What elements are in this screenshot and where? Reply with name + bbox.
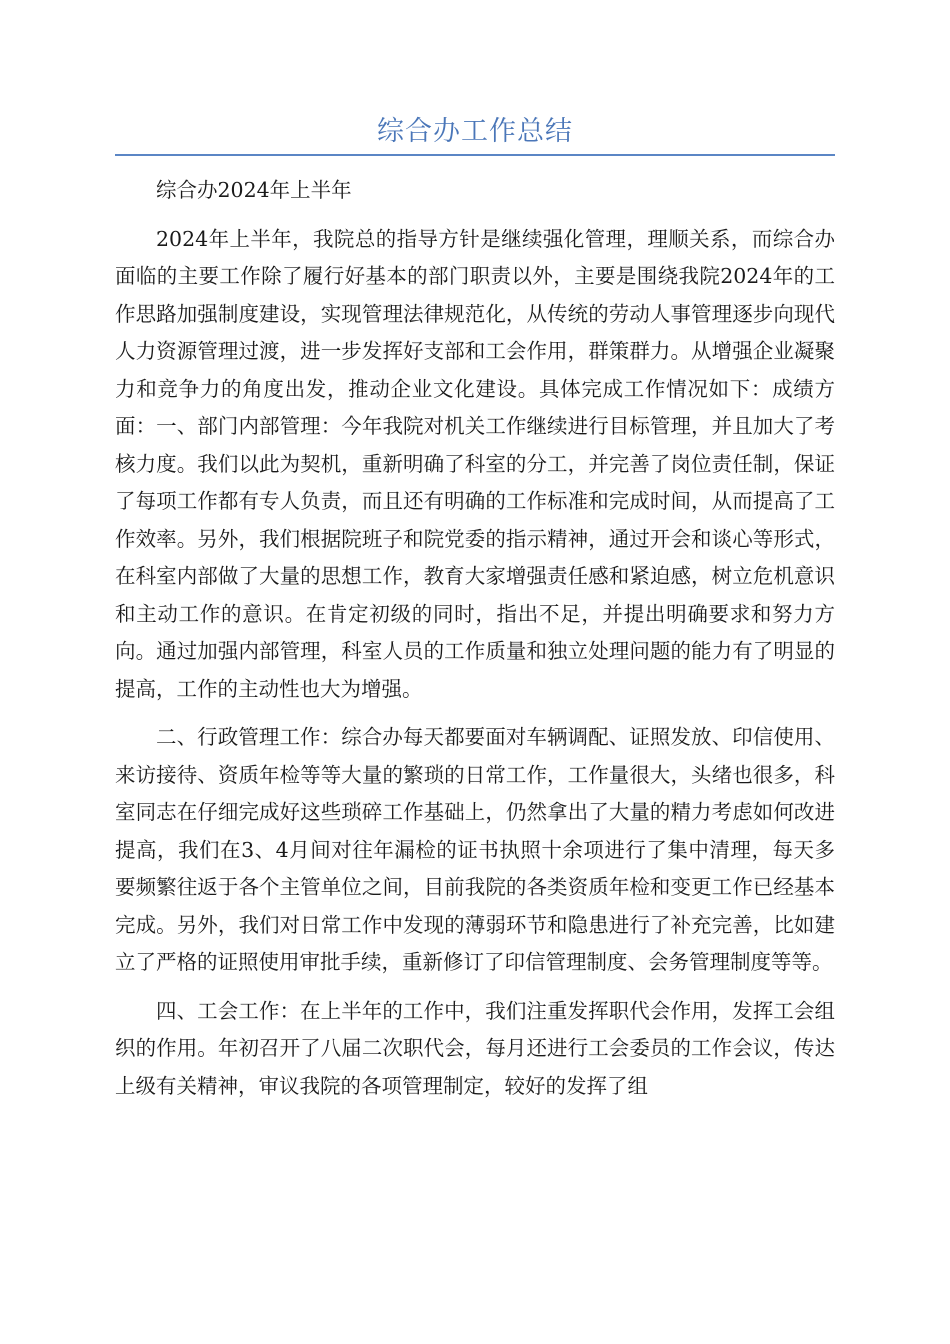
document-title: 综合办工作总结: [377, 116, 573, 147]
paragraph: 四、工会工作：在上半年的工作中，我们注重发挥职代会作用，发挥工会组织的作用。年初召开了八届二次职代会，每月还进行工会委员的工作会议，传达上级有关精神，审议我院的各项管理制定，较好的发挥了组: [115, 998, 835, 1098]
paragraph: 2024年上半年，我院总的指导方针是继续强化管理，理顺关系，而综合办面临的主要工作除了履行好基本的部门职责以外，主要是围绕我院2024年的工作思路加强制度建设，实现管理法律规范化，从传统的劳动人事管理逐步向现代人力资源管理过渡，进一步发挥好支部和工会作用，群策群力。从增强企业凝聚力和竞争力的角度出发，推动企业文化建设。具体完成工作情况如下：成绩方面：一、部门内部管理：今年我院对机关工作继续进行目标管理，并且加大了考核力度。我们以此为契机，重新明确了科室的分工，并完善了岗位责任制，保证了每项工作都有专人负责，而且还有明确的工作标准和完成时间，从而提高了工作效率。另外，我们根据院班子和院党委的指示精神，通过开会和谈心等形式，在科室内部做了大量的思想工作，教育大家增强责任感和紧迫感，树立危机意识和主动工作的意识。在肯定初级的同时，指出不足，并提出明确要求和努力方向。通过加强内部管理，科室人员的工作质量和独立处理问题的能力有了明显的提高，工作的主动性也大为增强。: [115, 226, 835, 701]
paragraph-heading: 综合办2024年上半年: [156, 178, 352, 202]
title-underline: [115, 154, 835, 156]
paragraph: 二、行政管理工作：综合办每天都要面对车辆调配、证照发放、印信使用、来访接待、资质年检等等大量的繁琐的日常工作，工作量很大，头绪也很多，科室同志在仔细完成好这些琐碎工作基础上，仍然拿出了大量的精力考虑如何改进提高，我们在3、4月间对往年漏检的证书执照十余项进行了集中清理，每天多要频繁往返于各个主管单位之间，目前我院的各类资质年检和变更工作已经基本完成。另外，我们对日常工作中发现的薄弱环节和隐患进行了补充完善，比如建立了严格的证照使用审批手续，重新修订了印信管理制度、会务管理制度等等。: [115, 725, 835, 974]
document-body: [115, 172, 835, 1116]
